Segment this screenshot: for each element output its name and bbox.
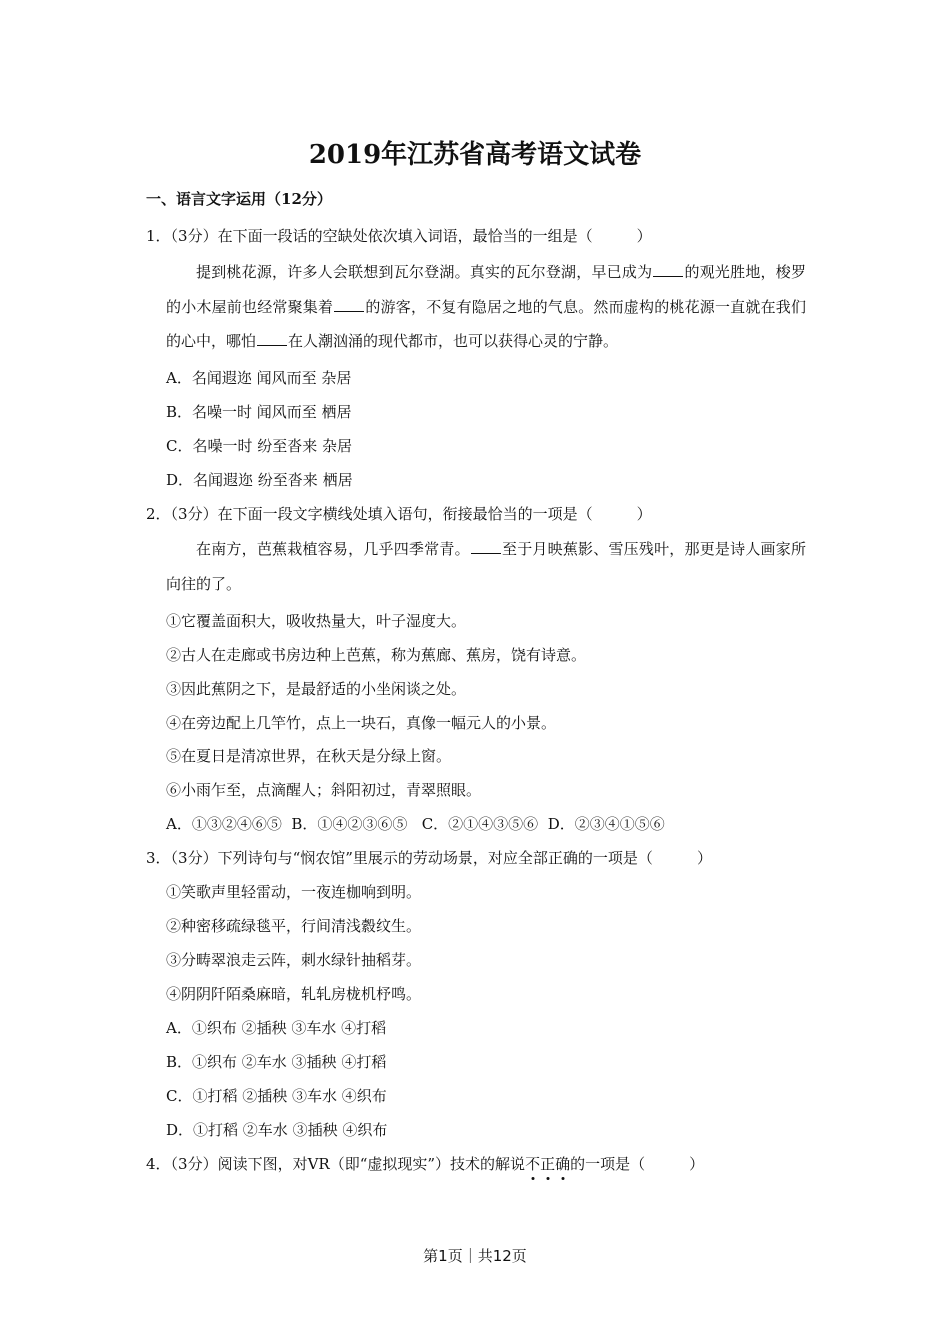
page-footer: 第1页｜共12页 [423,1247,527,1265]
option-d: D．①打稻 ②车水 ③插秧 ④织布 [166,1121,388,1139]
poem-line-2: ②种密移疏绿毯平，行间清浅縠纹生。 [166,917,422,935]
sentence-2: ②古人在走廊或书房边种上芭蕉，称为蕉廊、蕉房，饶有诗意。 [166,646,587,664]
question-2-stem: 2．（3分）在下面一段文字横线处填入语句，衔接最恰当的一项是（ ） [146,505,652,523]
question-number: 3． [146,849,171,867]
question-2-passage: 在南方，芭蕉栽植容易，几乎四季常青。 至于月映蕉影、雪压残叶，那更是诗人画家所向往的了。 [166,540,806,593]
section-heading: 一、语言文字运用（12分） [146,190,332,208]
question-number: 4． [146,1155,171,1173]
question-text: （3分）下列诗句与“悯农馆”里展示的劳动场景，对应全部正确的一项是（ [170,849,653,867]
poem-line-3: ③分畴翠浪走云阵，刺水绿针抽稻芽。 [166,951,422,969]
answer-blank [653,262,683,277]
dotted-char: 正 [540,1155,556,1173]
sentence-1: ①它覆盖面积大，吸收热量大，叶子湿度大。 [166,612,467,630]
question-number: 2． [146,505,171,523]
answer-blank [257,331,287,346]
question-1-passage: 提到桃花源，许多人会联想到瓦尔登湖。真实的瓦尔登湖，早已成为 的观光胜地，梭罗的小木屋前也经常聚集着 的游客，不复有隐居之地的气息。然而虚构的桃花源一直就在我们的心中，哪怕 在人潮汹涌的现代都市，也可以获得心灵的宁静。 [166,263,806,350]
question-4-stem: 4．（3分）阅读下图，对VR（即“虚拟现实”）技术的解说不正确的一项是（ ） [146,1155,705,1173]
poem-line-1: ①笑歌声里轻雷动，一夜连枷响到明。 [166,883,422,901]
emphasis-dotted-text [525,1155,570,1173]
answer-blank [471,539,501,554]
sentence-3: ③因此蕉阴之下，是最舒适的小坐闲谈之处。 [166,680,467,698]
answer-blank [334,297,364,312]
option-a: A．名闻遐迩 闻风而至 杂居 [166,369,352,387]
question-1-stem: 1．（3分）在下面一段话的空缺处依次填入词语，最恰当的一组是（ ） [146,227,652,245]
option-b: B．①织布 ②车水 ③插秧 ④打稻 [166,1053,387,1071]
question-text: （3分）在下面一段话的空缺处依次填入词语，最恰当的一组是（ [170,227,593,245]
question-3-stem: 3．（3分）下列诗句与“悯农馆”里展示的劳动场景，对应全部正确的一项是（ ） [146,849,712,867]
page-title: 2019年江苏省高考语文试卷 [308,140,642,170]
option-c: C．①打稻 ②插秧 ③车水 ④织布 [166,1087,387,1105]
question-2-options: A．①③②④⑥⑤ B．①④②③⑥⑤ C．②①④③⑤⑥ D．②③④①⑤⑥ [166,815,665,833]
poem-line-4: ④阴阴阡陌桑麻暗，轧轧房栊机杼鸣。 [166,985,422,1003]
sentence-5: ⑤在夏日是清凉世界，在秋天是分绿上窗。 [166,747,452,765]
option-b: B．名噪一时 闻风而至 栖居 [166,403,352,421]
option-d: D．名闻遐迩 纷至沓来 栖居 [166,471,353,489]
sentence-6: ⑥小雨乍至，点滴醒人；斜阳初过，青翠照眼。 [166,781,482,799]
question-text: （3分）阅读下图，对VR（即“虚拟现实”）技术的解说 [170,1155,526,1173]
question-text: （3分）在下面一段文字横线处填入语句，衔接最恰当的一项是（ [170,505,593,523]
option-c: C．名噪一时 纷至沓来 杂居 [166,437,353,455]
dotted-char: 确 [555,1155,571,1173]
option-a: A．①织布 ②插秧 ③车水 ④打稻 [166,1019,387,1037]
question-number: 1． [146,227,171,245]
sentence-4: ④在旁边配上几竿竹，点上一块石，真像一幅元人的小景。 [166,714,557,732]
dotted-char: 不 [525,1155,541,1173]
